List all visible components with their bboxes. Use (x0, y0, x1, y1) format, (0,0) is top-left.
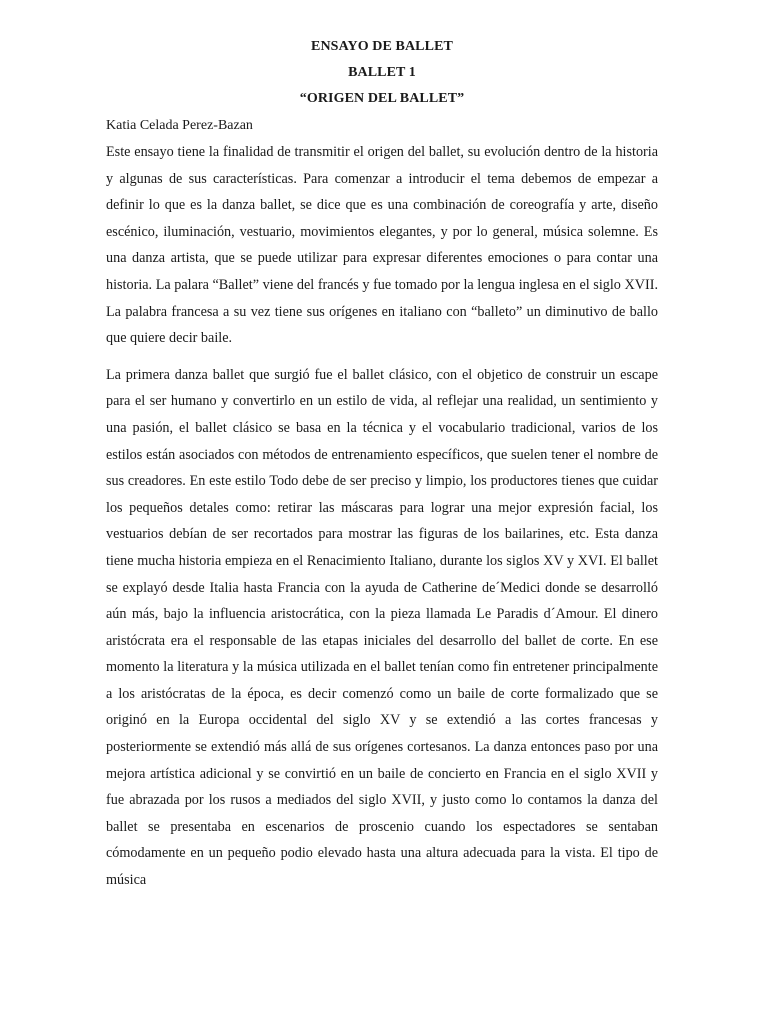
paragraph-2: La primera danza ballet que surgió fue el ballet clásico, con el objetico de construir un escape para el ser humano y convertirlo en un estilo de vida, al reflejar una realidad, un sentimiento y una pasión, el ballet clásico se basa en la técnica y el vocabulario tradicional, varios de los estilos están asociados con métodos de entrenamiento específicos, que suelen tener el nombre de sus creadores. En este estilo Todo debe de ser preciso y limpio, los productores tienes que cuidar los pequeños detales como: retirar las máscaras para lograr una mejor expresión facial, los vestuarios debían de ser recortados para mostrar las figuras de los bailarines, etc. Esta danza tiene mucha historia empieza en el Renacimiento Italiano, durante los siglos XV y XVI. El ballet se explayó desde Italia hasta Francia con la ayuda de Catherine de´Medici donde se desarrolló aún más, bajo la influencia aristocrática, con la pieza llamada Le Paradis d´Amour. El dinero aristócrata era el responsable de las etapas iniciales del desarrollo del ballet de corte. En ese momento la literatura y la música utilizada en el ballet tenían como fin entretener principalmente a los aristócratas de la época, es decir comenzó como un baile de corte formalizado que se originó en la Europa occidental del siglo XV y se extendió a las cortes francesas y posteriormente se extendió más allá de sus orígenes cortesanos. La danza entonces paso por una mejora artística adicional y se convirtió en un baile de concierto en Francia en el siglo XVII y fue abrazada por los rusos a mediados del siglo XVII, y justo como lo contamos la danza del ballet se presentaba en escenarios de proscenio cuando los espectadores se sentaban cómodamente en un pequeño podio elevado hasta una altura adecuada para la vista. El tipo de música (106, 366, 658, 889)
document-title: ENSAYO DE BALLET (311, 39, 453, 54)
document-subtitle: BALLET 1 (348, 65, 416, 80)
essay-title: “ORIGEN DEL BALLET” (299, 91, 465, 106)
author-name: Katia Celada Perez-Bazan (106, 118, 253, 133)
document-page (106, 34, 658, 894)
title-block (106, 34, 658, 112)
paragraph-1: Este ensayo tiene la finalidad de transmitir el origen del ballet, su evolución dentro de la historia y algunas de sus características. Para comenzar a introducir el tema debemos de empezar a definir lo que es la danza ballet, se dice que es una combinación de coreografía y arte, diseño escénico, iluminación, vestuario, movimientos elegantes, y por lo general, música solemne. Es una danza artista, que se puede utilizar para expresar diferentes emociones o para contar una historia. La palara “Ballet” viene del francés y fue tomado por la lengua inglesa en el siglo XVII. La palabra francesa a su vez tiene sus orígenes en italiano con “balleto” un diminutivo de ballo que quiere decir baile. (106, 144, 658, 347)
